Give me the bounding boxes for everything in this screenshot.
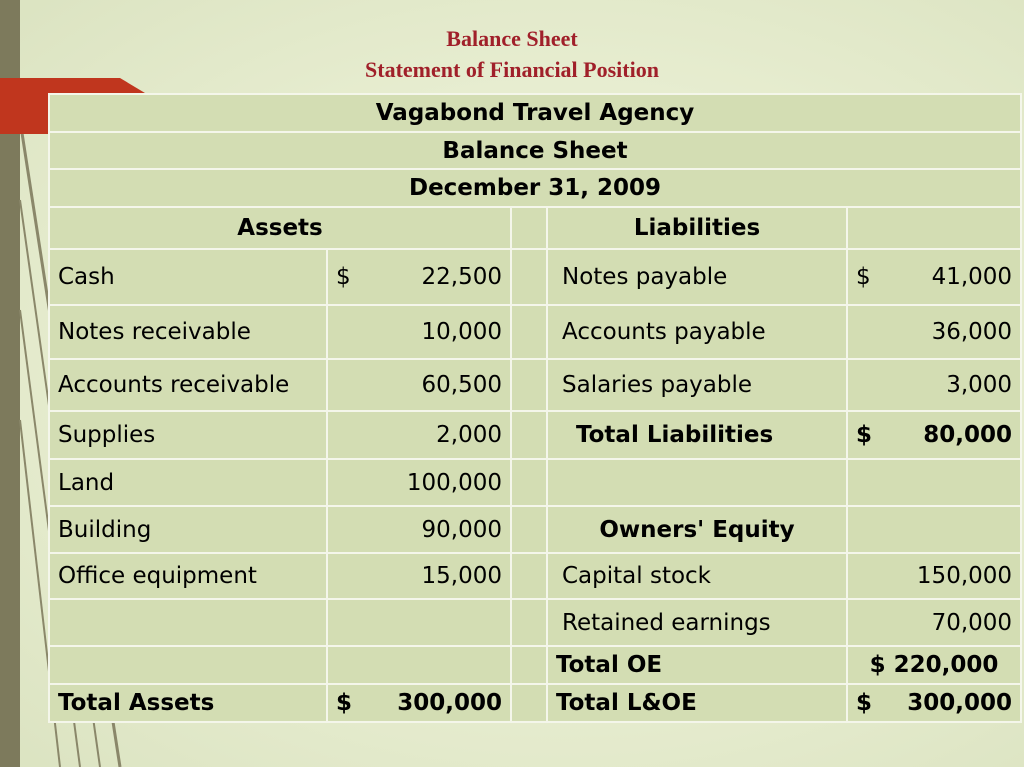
liability-amount: 3,000	[847, 359, 1021, 411]
balance-sheet-table	[48, 93, 1022, 723]
currency-symbol: $	[336, 264, 351, 290]
total-oe-amount: $ 220,000	[847, 646, 1021, 684]
equity-amount: 70,000	[847, 599, 1021, 646]
total-assets-label: Total Assets	[49, 684, 327, 722]
asset-amount: 60,500	[327, 359, 511, 411]
liabilities-heading: Liabilities	[547, 207, 847, 249]
asset-label: Notes receivable	[49, 305, 327, 359]
table-row	[49, 506, 1021, 553]
total-liabilities-label: Total Liabilities	[547, 411, 847, 459]
asset-label: Accounts receivable	[49, 359, 327, 411]
owners-equity-heading: Owners' Equity	[547, 506, 847, 553]
asset-amount: 100,000	[327, 459, 511, 506]
total-assets-amount: 300,000	[397, 690, 502, 716]
table-row	[49, 305, 1021, 359]
statement-date: December 31, 2009	[49, 169, 1021, 207]
liability-label: Notes payable	[547, 249, 847, 305]
statement-name: Balance Sheet	[49, 132, 1021, 169]
table-row	[49, 207, 1021, 249]
asset-amount: 90,000	[327, 506, 511, 553]
asset-label: Supplies	[49, 411, 327, 459]
total-liabilities-amount: 80,000	[923, 422, 1013, 448]
equity-label: Capital stock	[547, 553, 847, 599]
liability-label: Accounts payable	[547, 305, 847, 359]
liability-label: Salaries payable	[547, 359, 847, 411]
currency-symbol: $	[856, 264, 871, 290]
slide-title: Balance Sheet	[446, 26, 578, 51]
asset-label: Office equipment	[49, 553, 327, 599]
assets-heading: Assets	[49, 207, 511, 249]
asset-label: Land	[49, 459, 327, 506]
asset-amount: 22,500	[421, 264, 502, 290]
table-row	[49, 94, 1021, 132]
liability-amount: 41,000	[931, 264, 1013, 290]
total-l-oe-amount: 300,000	[907, 690, 1013, 716]
table-row	[49, 553, 1021, 599]
total-oe-label: Total OE	[547, 646, 847, 684]
asset-amount: 2,000	[327, 411, 511, 459]
asset-amount: 15,000	[327, 553, 511, 599]
currency-symbol: $	[856, 690, 873, 716]
asset-label: Cash	[49, 249, 327, 305]
total-l-oe-label: Total L&OE	[547, 684, 847, 722]
table-row	[49, 169, 1021, 207]
table-row	[49, 646, 1021, 684]
table-row	[49, 459, 1021, 506]
liability-amount: 36,000	[847, 305, 1021, 359]
asset-label: Building	[49, 506, 327, 553]
equity-amount: 150,000	[847, 553, 1021, 599]
table-row	[49, 359, 1021, 411]
company-name: Vagabond Travel Agency	[49, 94, 1021, 132]
table-row	[49, 132, 1021, 169]
table-row	[49, 684, 1021, 722]
asset-amount: 10,000	[327, 305, 511, 359]
currency-symbol: $	[336, 690, 353, 716]
currency-symbol: $	[856, 422, 873, 448]
equity-label: Retained earnings	[547, 599, 847, 646]
table-row	[49, 249, 1021, 305]
slide-subtitle: Statement of Financial Position	[365, 57, 659, 82]
table-row	[49, 411, 1021, 459]
table-row	[49, 599, 1021, 646]
